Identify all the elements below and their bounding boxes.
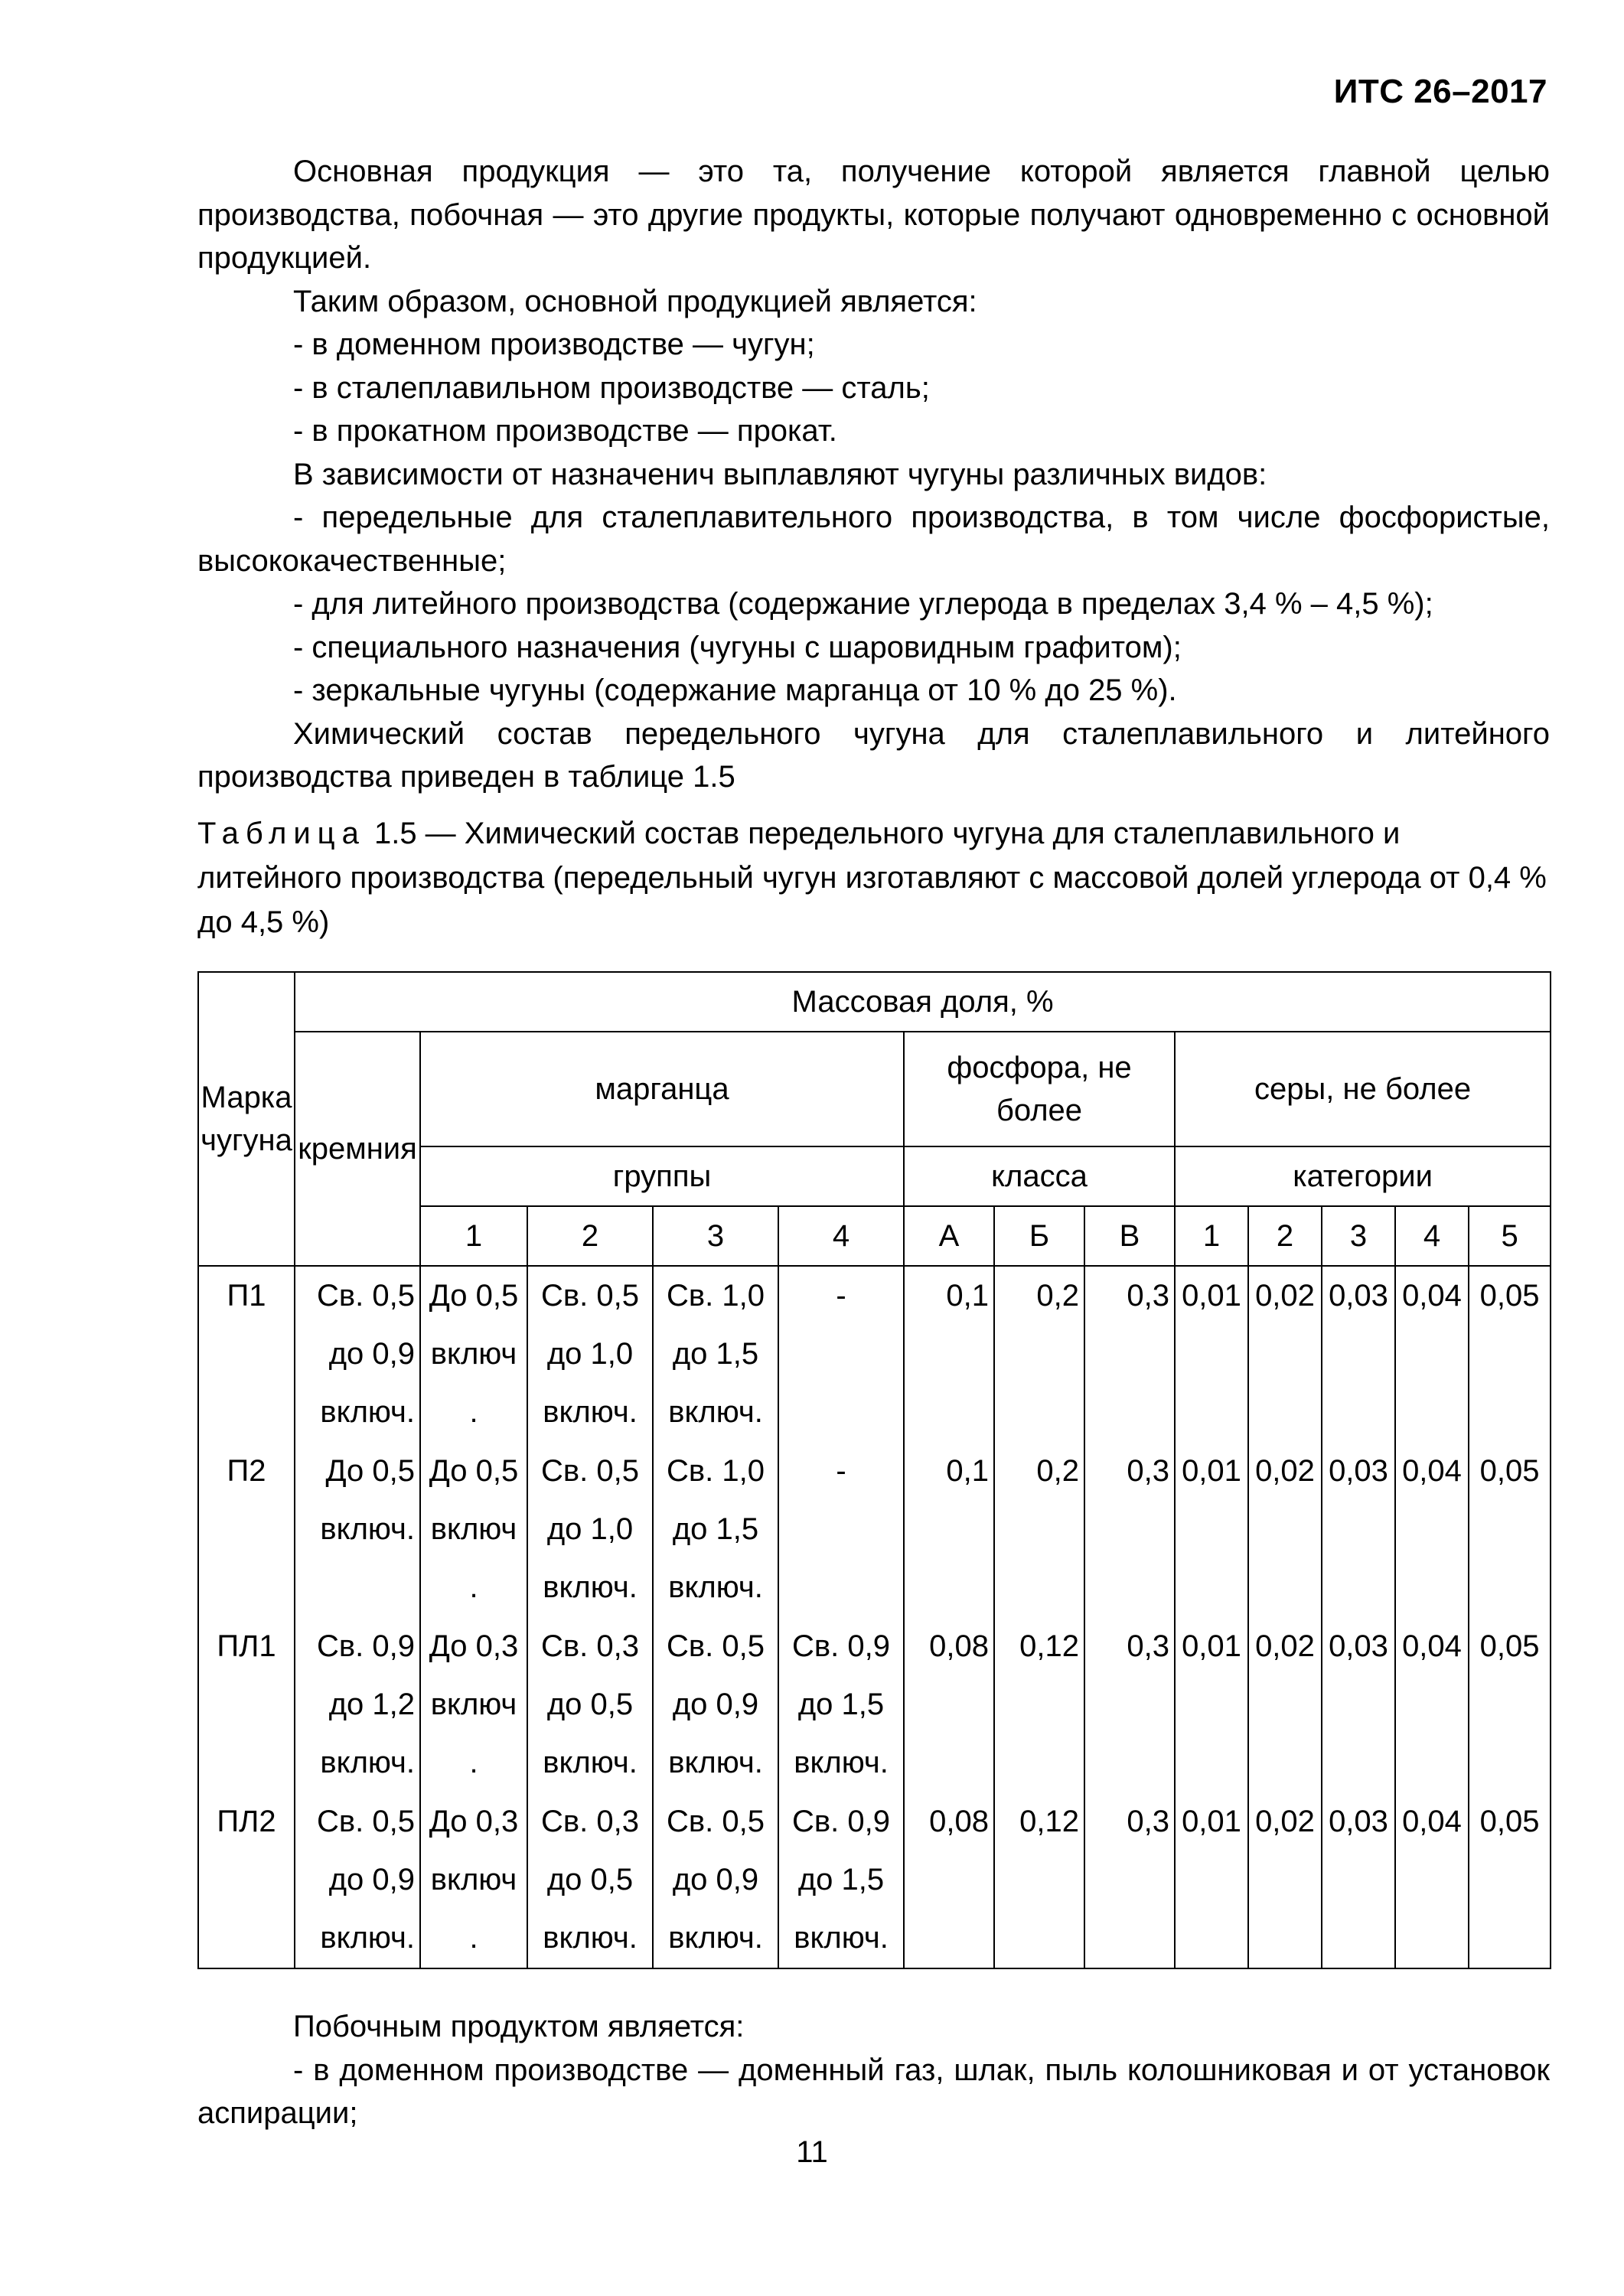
sulfur-value: 0,02 — [1255, 1805, 1315, 1838]
phosphorus-value: 0,2 — [1036, 1279, 1079, 1313]
phosphorus-value: 0,2 — [1036, 1454, 1079, 1488]
manganese-value: включ. — [543, 1746, 638, 1779]
silicon-value: включ. — [320, 1512, 415, 1546]
phosphorus-value: 0,3 — [1127, 1805, 1169, 1838]
list-item: - в доменном производстве — доменный газ, шлак, пыль колошниковая и от установок аспирации; — [197, 2053, 1550, 2130]
manganese-value: - — [836, 1279, 846, 1313]
silicon-value: включ. — [320, 1395, 415, 1429]
phosphorus-class-b-column — [994, 1266, 1084, 1968]
manganese-value: до 0,5 — [546, 1688, 634, 1721]
sub-header: 2 — [1248, 1206, 1322, 1266]
manganese-value: . — [469, 1746, 478, 1779]
list-item: - в доменном производстве — чугун; — [293, 328, 815, 361]
manganese-value: Св. 1,0 — [667, 1279, 765, 1313]
list-item: - передельные для сталеплавительного производства, в том числе фосфористые, высококачественные; — [197, 501, 1550, 578]
manganese-value: включ. — [543, 1921, 638, 1955]
grade-header: Марка чугуна — [198, 972, 295, 1266]
silicon-column — [295, 1266, 420, 1968]
sulfur-value: 0,03 — [1329, 1805, 1388, 1838]
manganese-value: Св. 0,5 — [541, 1454, 639, 1488]
manganese-value: - — [836, 1454, 846, 1488]
phosphorus-value: 0,08 — [929, 1629, 989, 1663]
manganese-value: до 1,5 — [797, 1688, 885, 1721]
sub-header: Б — [994, 1206, 1084, 1266]
manganese-value: включ. — [668, 1746, 763, 1779]
phosphorus-value: 0,3 — [1127, 1279, 1169, 1313]
phosphorus-value: 0,12 — [1019, 1629, 1079, 1663]
paragraph: Таким образом, основной продукцией является: — [293, 284, 977, 318]
paragraph: Химический состав передельного чугуна для сталеплавильного и литейного производства приведен в таблице 1.5 — [197, 716, 1550, 794]
manganese-value: До 0,5 — [429, 1454, 519, 1488]
sulfur-value: 0,02 — [1255, 1629, 1315, 1663]
phosphorus-class-v-column — [1084, 1266, 1175, 1968]
class-header: класса — [904, 1146, 1175, 1206]
manganese-value: Св. 0,5 — [541, 1279, 639, 1313]
sulfur-header: серы, не более — [1175, 1032, 1551, 1146]
sulfur-cat2-column — [1248, 1266, 1322, 1968]
manganese-value: включ. — [794, 1746, 889, 1779]
silicon-value: включ. — [320, 1746, 415, 1779]
sub-header: 4 — [1395, 1206, 1469, 1266]
manganese-value: включ — [430, 1512, 517, 1546]
manganese-value: до 0,5 — [546, 1863, 634, 1896]
manganese-group3-column — [653, 1266, 778, 1968]
manganese-value: До 0,5 — [429, 1279, 519, 1313]
silicon-header: кремния — [295, 1032, 420, 1266]
silicon-value: до 0,9 — [328, 1337, 415, 1371]
sulfur-value: 0,03 — [1329, 1279, 1388, 1313]
caption-text: 1.5 — Химический состав передельного чугуна для сталеплавильного и литейного производства (передельный чугун изготавляют с массовой долей углерода от 0,4 % до 4,5 %) — [197, 817, 1547, 939]
manganese-value: до 1,5 — [672, 1512, 759, 1546]
silicon-value: Св. 0,9 — [317, 1629, 415, 1663]
silicon-value: включ. — [320, 1921, 415, 1955]
document-code: ИТС 26–2017 — [1333, 73, 1547, 110]
manganese-value: Св. 0,3 — [541, 1805, 639, 1838]
manganese-value: до 0,9 — [672, 1863, 759, 1896]
sub-header: 5 — [1469, 1206, 1551, 1266]
sulfur-value: 0,05 — [1479, 1629, 1540, 1663]
sub-header: 1 — [420, 1206, 527, 1266]
sulfur-value: 0,01 — [1182, 1629, 1241, 1663]
grade-cell: ПЛ1 — [217, 1629, 276, 1663]
sub-header: 4 — [778, 1206, 904, 1266]
list-item: - специального назначения (чугуны с шаровидным графитом); — [293, 630, 1182, 664]
grade-column — [198, 1266, 295, 1968]
silicon-value: до 1,2 — [328, 1688, 415, 1721]
sub-header: 2 — [527, 1206, 653, 1266]
manganese-group1-column — [420, 1266, 527, 1968]
phosphorus-value: 0,12 — [1019, 1805, 1079, 1838]
phosphorus-value: 0,08 — [929, 1805, 989, 1838]
sulfur-cat3-column — [1322, 1266, 1395, 1968]
sulfur-cat5-column — [1469, 1266, 1551, 1968]
sub-header: 1 — [1175, 1206, 1248, 1266]
grade-cell: П2 — [227, 1454, 266, 1488]
list-item: - для литейного производства (содержание углерода в пределах 3,4 % – 4,5 %); — [293, 587, 1433, 621]
manganese-value: до 1,0 — [546, 1337, 634, 1371]
phosphorus-value: 0,3 — [1127, 1629, 1169, 1663]
manganese-value: . — [469, 1570, 478, 1604]
sulfur-value: 0,04 — [1402, 1805, 1462, 1838]
intro-text — [197, 150, 1550, 799]
after-table-text — [197, 2005, 1550, 2135]
manganese-value: включ — [430, 1688, 517, 1721]
grade-cell: П1 — [227, 1279, 266, 1313]
manganese-value: до 0,9 — [672, 1688, 759, 1721]
chemical-composition-table — [197, 971, 1551, 1969]
silicon-value: До 0,5 — [325, 1454, 415, 1488]
sulfur-value: 0,01 — [1182, 1805, 1241, 1838]
manganese-value: До 0,3 — [429, 1805, 519, 1838]
manganese-value: включ — [430, 1337, 517, 1371]
list-item: - зеркальные чугуны (содержание марганца от 10 % до 25 %). — [293, 673, 1177, 707]
table-body-row — [198, 1266, 1551, 1968]
sub-header: А — [904, 1206, 994, 1266]
sulfur-value: 0,05 — [1479, 1805, 1540, 1838]
group-header: группы — [420, 1146, 904, 1206]
sulfur-value: 0,01 — [1182, 1454, 1241, 1488]
manganese-value: Св. 0,5 — [667, 1805, 765, 1838]
manganese-value: до 1,5 — [797, 1863, 885, 1896]
manganese-value: включ. — [543, 1570, 638, 1604]
phosphorus-value: 0,1 — [946, 1454, 989, 1488]
sub-header: 3 — [1322, 1206, 1395, 1266]
manganese-value: включ. — [668, 1395, 763, 1429]
sulfur-value: 0,03 — [1329, 1629, 1388, 1663]
sulfur-value: 0,04 — [1402, 1629, 1462, 1663]
caption-label: Таблица — [197, 817, 366, 850]
manganese-value: Св. 0,3 — [541, 1629, 639, 1663]
phosphorus-header: фосфора, не более — [904, 1032, 1175, 1146]
silicon-value: Св. 0,5 — [317, 1279, 415, 1313]
table-caption — [197, 811, 1550, 944]
manganese-value: До 0,3 — [429, 1629, 519, 1663]
manganese-value: Св. 0,9 — [792, 1805, 890, 1838]
manganese-value: . — [469, 1395, 478, 1429]
sulfur-value: 0,04 — [1402, 1454, 1462, 1488]
sulfur-value: 0,05 — [1479, 1454, 1540, 1488]
manganese-value: до 1,5 — [672, 1337, 759, 1371]
sulfur-value: 0,02 — [1255, 1454, 1315, 1488]
manganese-group4-column — [778, 1266, 904, 1968]
sulfur-value: 0,01 — [1182, 1279, 1241, 1313]
phosphorus-class-a-column — [904, 1266, 994, 1968]
sulfur-cat4-column — [1395, 1266, 1469, 1968]
manganese-value: включ. — [794, 1921, 889, 1955]
manganese-value: Св. 1,0 — [667, 1454, 765, 1488]
phosphorus-value: 0,3 — [1127, 1454, 1169, 1488]
paragraph: Основная продукция — это та, получение которой является главной целью производства, побочная — это другие продукты, которые получают одновременно с основной продукцией. — [197, 155, 1550, 275]
sulfur-value: 0,04 — [1402, 1279, 1462, 1313]
phosphorus-value: 0,1 — [946, 1279, 989, 1313]
silicon-value: до 0,9 — [328, 1863, 415, 1896]
manganese-group2-column — [527, 1266, 653, 1968]
manganese-value: включ. — [668, 1921, 763, 1955]
manganese-value: включ. — [543, 1395, 638, 1429]
category-header: категории — [1175, 1146, 1551, 1206]
sulfur-value: 0,03 — [1329, 1454, 1388, 1488]
sub-header: В — [1084, 1206, 1175, 1266]
mass-fraction-header: Массовая доля, % — [295, 972, 1551, 1032]
sulfur-cat1-column — [1175, 1266, 1248, 1968]
manganese-value: Св. 0,5 — [667, 1629, 765, 1663]
sulfur-value: 0,02 — [1255, 1279, 1315, 1313]
manganese-value: до 1,0 — [546, 1512, 634, 1546]
manganese-value: включ. — [668, 1570, 763, 1604]
sub-header: 3 — [653, 1206, 778, 1266]
manganese-header: марганца — [420, 1032, 904, 1146]
manganese-value: . — [469, 1921, 478, 1955]
manganese-value: включ — [430, 1863, 517, 1896]
silicon-value: Св. 0,5 — [317, 1805, 415, 1838]
manganese-value: Св. 0,9 — [792, 1629, 890, 1663]
paragraph: В зависимости от назначенич выплавляют чугуны различных видов: — [293, 457, 1267, 491]
list-item: - в сталеплавильном производстве — сталь; — [293, 370, 930, 405]
list-item: - в прокатном производстве — прокат. — [293, 414, 837, 448]
page-number: 11 — [796, 2135, 828, 2169]
sulfur-value: 0,05 — [1479, 1279, 1540, 1313]
paragraph: Побочным продуктом является: — [293, 2010, 745, 2043]
grade-cell: ПЛ2 — [217, 1805, 276, 1838]
